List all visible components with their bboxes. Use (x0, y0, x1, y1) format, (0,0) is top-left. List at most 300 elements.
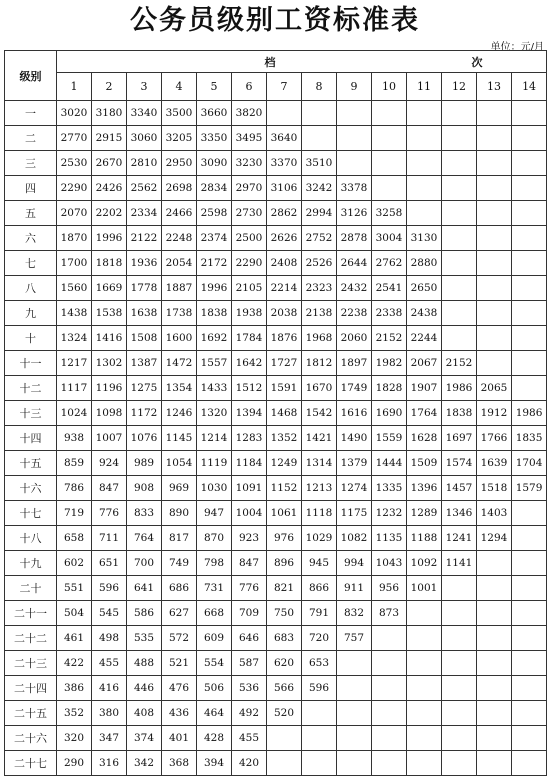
salary-cell: 1438 (57, 301, 92, 326)
salary-cell: 817 (162, 526, 197, 551)
salary-cell (372, 176, 407, 201)
salary-cell: 2880 (407, 251, 442, 276)
salary-cell: 3106 (267, 176, 302, 201)
salary-cell (302, 701, 337, 726)
salary-cell: 3510 (302, 151, 337, 176)
salary-cell (477, 251, 512, 276)
salary-cell: 969 (162, 476, 197, 501)
salary-cell (267, 751, 302, 776)
salary-cell (512, 576, 547, 601)
salary-cell (372, 126, 407, 151)
salary-cell: 1118 (302, 501, 337, 526)
salary-cell: 2338 (372, 301, 407, 326)
salary-cell: 2698 (162, 176, 197, 201)
group-label-left: 档 (264, 56, 276, 69)
level-header: 级别 (5, 51, 57, 101)
salary-cell: 2060 (337, 326, 372, 351)
salary-cell: 1628 (407, 426, 442, 451)
salary-cell: 651 (92, 551, 127, 576)
salary-cell: 2770 (57, 126, 92, 151)
salary-cell: 1669 (92, 276, 127, 301)
salary-cell: 602 (57, 551, 92, 576)
salary-cell: 1812 (302, 351, 337, 376)
salary-cell (477, 626, 512, 651)
salary-cell: 1579 (512, 476, 547, 501)
salary-cell (442, 276, 477, 301)
salary-cell: 374 (127, 726, 162, 751)
salary-cell: 870 (197, 526, 232, 551)
salary-cell: 455 (232, 726, 267, 751)
salary-cell: 1232 (372, 501, 407, 526)
salary-cell: 1938 (232, 301, 267, 326)
salary-cell (442, 701, 477, 726)
salary-cell: 3242 (302, 176, 337, 201)
table-row (5, 526, 547, 551)
table-row (5, 351, 547, 376)
salary-cell: 3020 (57, 101, 92, 126)
salary-cell: 720 (302, 626, 337, 651)
salary-cell (512, 251, 547, 276)
salary-cell (477, 226, 512, 251)
salary-cell: 994 (337, 551, 372, 576)
salary-cell (477, 701, 512, 726)
salary-cell (407, 601, 442, 626)
salary-cell: 1670 (302, 376, 337, 401)
salary-cell: 2730 (232, 201, 267, 226)
level-cell: 十五 (5, 451, 57, 476)
salary-cell: 1029 (302, 526, 337, 551)
salary-cell: 2054 (162, 251, 197, 276)
salary-cell: 498 (92, 626, 127, 651)
table-row (5, 326, 547, 351)
salary-cell (372, 651, 407, 676)
level-cell: 十三 (5, 401, 57, 426)
salary-cell: 3350 (197, 126, 232, 151)
salary-cell (512, 326, 547, 351)
grade-header-cell: 9 (337, 73, 372, 101)
salary-cell (407, 101, 442, 126)
level-cell: 十九 (5, 551, 57, 576)
level-cell: 十四 (5, 426, 57, 451)
salary-cell: 587 (232, 651, 267, 676)
salary-cell: 1098 (92, 401, 127, 426)
salary-cell: 368 (162, 751, 197, 776)
salary-cell (442, 726, 477, 751)
table-row (5, 651, 547, 676)
salary-cell: 1352 (267, 426, 302, 451)
salary-cell: 1518 (477, 476, 512, 501)
salary-cell (477, 151, 512, 176)
level-cell: 八 (5, 276, 57, 301)
salary-cell (337, 676, 372, 701)
salary-cell: 1560 (57, 276, 92, 301)
salary-cell: 873 (372, 601, 407, 626)
salary-cell: 1213 (302, 476, 337, 501)
table-row (5, 501, 547, 526)
salary-cell: 2248 (162, 226, 197, 251)
salary-cell: 1509 (407, 451, 442, 476)
salary-cell: 3130 (407, 226, 442, 251)
salary-cell: 945 (302, 551, 337, 576)
salary-cell: 3004 (372, 226, 407, 251)
table-row (5, 101, 547, 126)
level-cell: 七 (5, 251, 57, 276)
salary-cell: 1249 (267, 451, 302, 476)
salary-cell: 1738 (162, 301, 197, 326)
salary-cell: 1061 (267, 501, 302, 526)
salary-cell (512, 226, 547, 251)
level-cell: 十八 (5, 526, 57, 551)
salary-cell (337, 101, 372, 126)
salary-cell: 1838 (197, 301, 232, 326)
salary-cell (512, 151, 547, 176)
salary-cell: 2138 (302, 301, 337, 326)
salary-cell: 566 (267, 676, 302, 701)
salary-cell (442, 576, 477, 601)
salary-cell (407, 676, 442, 701)
salary-cell: 641 (127, 576, 162, 601)
salary-cell: 989 (127, 451, 162, 476)
grade-header-cell: 13 (477, 73, 512, 101)
salary-cell: 551 (57, 576, 92, 601)
salary-cell: 2526 (302, 251, 337, 276)
table-row (5, 201, 547, 226)
salary-cell: 545 (92, 601, 127, 626)
salary-cell: 2067 (407, 351, 442, 376)
salary-cell (442, 626, 477, 651)
salary-cell: 572 (162, 626, 197, 651)
salary-cell: 521 (162, 651, 197, 676)
salary-cell (477, 201, 512, 226)
table-row (5, 751, 547, 776)
salary-cell (372, 751, 407, 776)
salary-cell: 1996 (92, 226, 127, 251)
salary-cell: 1907 (407, 376, 442, 401)
salary-cell (477, 726, 512, 751)
salary-cell: 386 (57, 676, 92, 701)
salary-cell: 3370 (267, 151, 302, 176)
salary-cell (512, 726, 547, 751)
salary-cell: 2408 (267, 251, 302, 276)
salary-cell: 2530 (57, 151, 92, 176)
salary-cell: 776 (92, 501, 127, 526)
salary-cell (512, 551, 547, 576)
salary-cell (407, 751, 442, 776)
salary-cell: 1217 (57, 351, 92, 376)
salary-cell: 1749 (337, 376, 372, 401)
salary-cell: 1818 (92, 251, 127, 276)
salary-cell (512, 276, 547, 301)
salary-cell: 1870 (57, 226, 92, 251)
salary-cell (337, 651, 372, 676)
salary-cell: 1727 (267, 351, 302, 376)
table-row (5, 301, 547, 326)
salary-cell: 1387 (127, 351, 162, 376)
salary-cell: 347 (92, 726, 127, 751)
salary-cell: 416 (92, 676, 127, 701)
grade-header-cell: 1 (57, 73, 92, 101)
salary-cell (302, 726, 337, 751)
salary-cell: 1004 (232, 501, 267, 526)
salary-cell: 3500 (162, 101, 197, 126)
salary-cell: 1320 (197, 401, 232, 426)
salary-cell: 290 (57, 751, 92, 776)
salary-cell: 908 (127, 476, 162, 501)
salary-cell: 3126 (337, 201, 372, 226)
salary-cell: 3340 (127, 101, 162, 126)
salary-cell: 1472 (162, 351, 197, 376)
salary-cell: 1986 (512, 401, 547, 426)
salary-cell (407, 626, 442, 651)
table-row (5, 551, 547, 576)
salary-cell: 596 (302, 676, 337, 701)
salary-cell (477, 276, 512, 301)
salary-cell: 658 (57, 526, 92, 551)
salary-cell: 923 (232, 526, 267, 551)
level-cell: 六 (5, 226, 57, 251)
salary-cell (477, 126, 512, 151)
grade-header-cell: 11 (407, 73, 442, 101)
salary-cell: 2290 (232, 251, 267, 276)
salary-cell: 1784 (232, 326, 267, 351)
salary-cell (512, 101, 547, 126)
salary-cell: 1490 (337, 426, 372, 451)
salary-cell: 2374 (197, 226, 232, 251)
salary-cell (302, 101, 337, 126)
salary-cell: 1241 (442, 526, 477, 551)
salary-cell: 1024 (57, 401, 92, 426)
salary-table (4, 50, 547, 776)
salary-cell: 1188 (407, 526, 442, 551)
salary-cell: 506 (197, 676, 232, 701)
table-row (5, 626, 547, 651)
salary-cell (512, 701, 547, 726)
salary-cell: 1141 (442, 551, 477, 576)
level-cell: 十六 (5, 476, 57, 501)
salary-cell: 428 (197, 726, 232, 751)
salary-cell: 316 (92, 751, 127, 776)
salary-cell: 2438 (407, 301, 442, 326)
salary-cell: 420 (232, 751, 267, 776)
table-row (5, 726, 547, 751)
salary-cell: 668 (197, 601, 232, 626)
salary-cell: 2915 (92, 126, 127, 151)
salary-cell: 847 (232, 551, 267, 576)
salary-cell (442, 126, 477, 151)
salary-cell: 1394 (232, 401, 267, 426)
grade-header-cell: 14 (512, 73, 547, 101)
level-cell: 十二 (5, 376, 57, 401)
salary-cell: 2152 (372, 326, 407, 351)
salary-cell: 1638 (127, 301, 162, 326)
table-row (5, 476, 547, 501)
salary-cell: 422 (57, 651, 92, 676)
salary-cell: 646 (232, 626, 267, 651)
salary-cell: 1092 (407, 551, 442, 576)
salary-cell: 1828 (372, 376, 407, 401)
salary-cell: 1416 (92, 326, 127, 351)
salary-cell: 1302 (92, 351, 127, 376)
salary-cell: 3660 (197, 101, 232, 126)
salary-cell (407, 126, 442, 151)
grade-header-cell: 12 (442, 73, 477, 101)
salary-cell: 1639 (477, 451, 512, 476)
salary-cell: 749 (162, 551, 197, 576)
salary-cell: 455 (92, 651, 127, 676)
salary-cell: 408 (127, 701, 162, 726)
salary-cell: 1968 (302, 326, 337, 351)
salary-cell: 342 (127, 751, 162, 776)
salary-cell: 3060 (127, 126, 162, 151)
salary-cell: 1690 (372, 401, 407, 426)
salary-cell: 1444 (372, 451, 407, 476)
salary-cell: 2626 (267, 226, 302, 251)
salary-cell: 896 (267, 551, 302, 576)
salary-cell (372, 726, 407, 751)
salary-cell: 2650 (407, 276, 442, 301)
salary-cell: 1766 (477, 426, 512, 451)
salary-cell: 1289 (407, 501, 442, 526)
salary-cell: 461 (57, 626, 92, 651)
salary-cell: 1512 (232, 376, 267, 401)
salary-cell: 2152 (442, 351, 477, 376)
salary-cell: 1616 (337, 401, 372, 426)
salary-cell: 1700 (57, 251, 92, 276)
salary-cell: 586 (127, 601, 162, 626)
salary-cell (512, 601, 547, 626)
salary-cell: 596 (92, 576, 127, 601)
salary-cell: 3205 (162, 126, 197, 151)
salary-cell: 1887 (162, 276, 197, 301)
level-cell: 十一 (5, 351, 57, 376)
salary-cell: 956 (372, 576, 407, 601)
salary-cell: 380 (92, 701, 127, 726)
table-row (5, 276, 547, 301)
salary-cell (512, 676, 547, 701)
salary-cell: 446 (127, 676, 162, 701)
grade-header-cell: 5 (197, 73, 232, 101)
salary-cell: 1275 (127, 376, 162, 401)
grade-header-cell: 2 (92, 73, 127, 101)
level-cell: 二 (5, 126, 57, 151)
salary-cell: 700 (127, 551, 162, 576)
salary-cell: 1054 (162, 451, 197, 476)
salary-cell: 1996 (197, 276, 232, 301)
salary-cell (477, 551, 512, 576)
salary-cell: 3258 (372, 201, 407, 226)
salary-cell: 1135 (372, 526, 407, 551)
salary-cell: 1082 (337, 526, 372, 551)
salary-cell: 686 (162, 576, 197, 601)
salary-cell: 476 (162, 676, 197, 701)
salary-cell: 2644 (337, 251, 372, 276)
salary-cell: 2950 (162, 151, 197, 176)
salary-cell: 1119 (197, 451, 232, 476)
level-cell: 二十一 (5, 601, 57, 626)
salary-cell: 683 (267, 626, 302, 651)
table-row (5, 401, 547, 426)
salary-cell: 1692 (197, 326, 232, 351)
salary-cell: 2172 (197, 251, 232, 276)
salary-cell (407, 176, 442, 201)
salary-cell: 1354 (162, 376, 197, 401)
salary-cell: 520 (267, 701, 302, 726)
level-cell: 二十四 (5, 676, 57, 701)
salary-cell (477, 326, 512, 351)
salary-cell (512, 176, 547, 201)
salary-cell: 709 (232, 601, 267, 626)
salary-cell: 1542 (302, 401, 337, 426)
level-cell: 十 (5, 326, 57, 351)
salary-cell: 2994 (302, 201, 337, 226)
salary-cell: 488 (127, 651, 162, 676)
salary-cell (512, 126, 547, 151)
salary-cell: 1838 (442, 401, 477, 426)
salary-cell: 3820 (232, 101, 267, 126)
salary-cell: 1335 (372, 476, 407, 501)
salary-cell: 2432 (337, 276, 372, 301)
salary-cell: 1283 (232, 426, 267, 451)
table-body (5, 101, 547, 776)
salary-cell: 2290 (57, 176, 92, 201)
salary-cell: 653 (302, 651, 337, 676)
salary-cell (512, 351, 547, 376)
table-row (5, 676, 547, 701)
salary-cell (442, 676, 477, 701)
salary-cell: 2541 (372, 276, 407, 301)
salary-cell: 859 (57, 451, 92, 476)
salary-cell (337, 751, 372, 776)
table-row (5, 601, 547, 626)
salary-cell: 2598 (197, 201, 232, 226)
salary-cell: 1421 (302, 426, 337, 451)
salary-cell (372, 676, 407, 701)
salary-cell: 1457 (442, 476, 477, 501)
salary-cell (407, 151, 442, 176)
salary-cell: 1574 (442, 451, 477, 476)
table-row (5, 701, 547, 726)
salary-cell: 1314 (302, 451, 337, 476)
salary-cell (512, 751, 547, 776)
salary-cell: 3495 (232, 126, 267, 151)
salary-cell: 2862 (267, 201, 302, 226)
level-cell: 二十六 (5, 726, 57, 751)
salary-cell: 3640 (267, 126, 302, 151)
salary-cell (477, 651, 512, 676)
salary-cell: 1982 (372, 351, 407, 376)
salary-cell: 2238 (337, 301, 372, 326)
salary-cell: 3230 (232, 151, 267, 176)
salary-cell: 890 (162, 501, 197, 526)
salary-cell: 2466 (162, 201, 197, 226)
level-cell: 二十三 (5, 651, 57, 676)
salary-cell (442, 201, 477, 226)
salary-cell: 911 (337, 576, 372, 601)
salary-cell: 320 (57, 726, 92, 751)
salary-cell: 1294 (477, 526, 512, 551)
salary-cell (372, 101, 407, 126)
salary-cell: 2810 (127, 151, 162, 176)
salary-cell (407, 726, 442, 751)
salary-cell: 764 (127, 526, 162, 551)
salary-cell: 3180 (92, 101, 127, 126)
salary-cell: 866 (302, 576, 337, 601)
salary-cell (302, 751, 337, 776)
salary-cell (407, 651, 442, 676)
salary-cell: 1117 (57, 376, 92, 401)
salary-cell (442, 176, 477, 201)
salary-cell (442, 326, 477, 351)
